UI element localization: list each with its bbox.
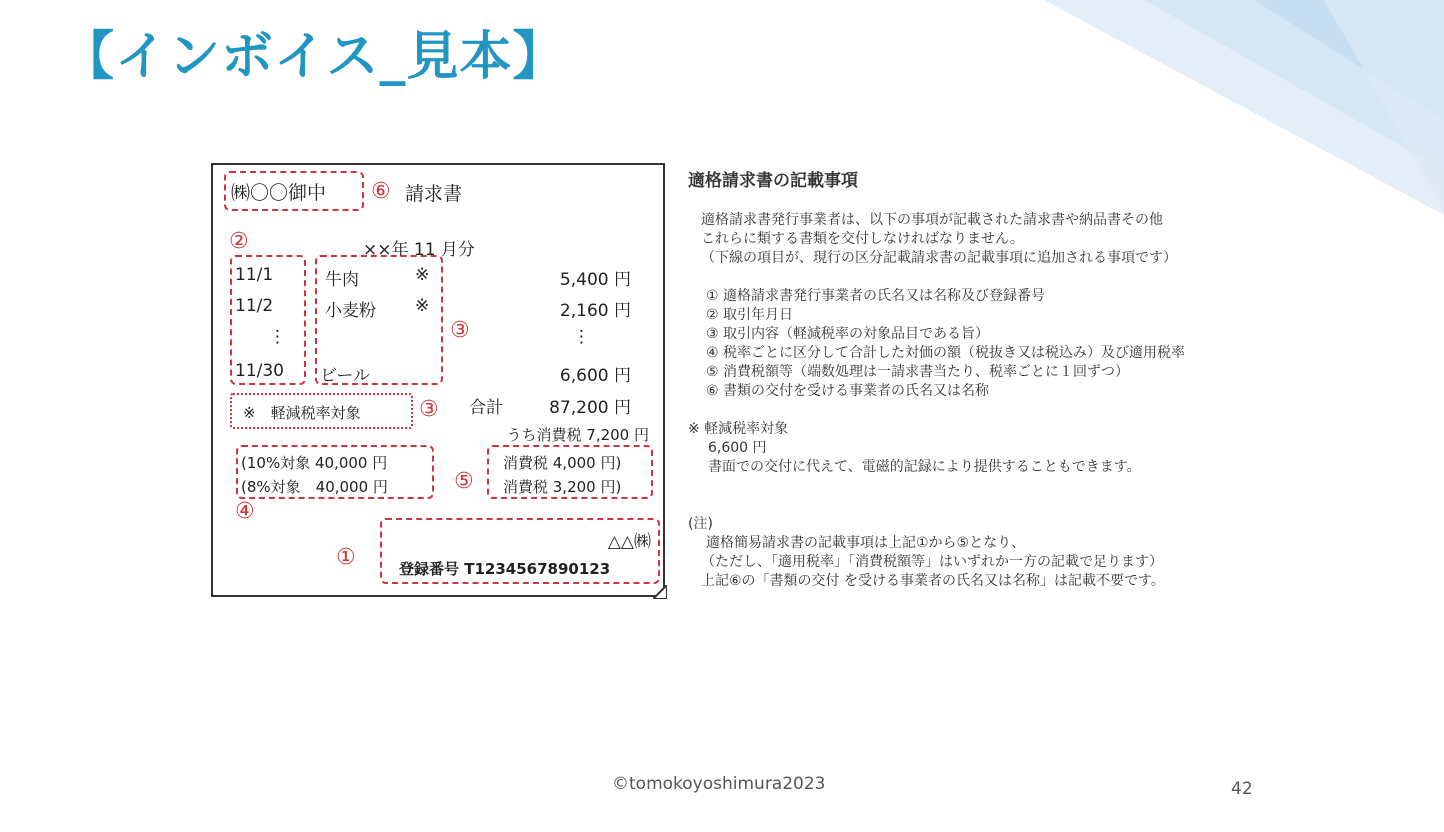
- note-line: 上記⑥の「書類の交付 を受ける事業者の氏名又は名称」は記載不要です。: [701, 573, 1165, 589]
- invoice-title: 請求書: [405, 183, 463, 205]
- note-heading: (注): [688, 516, 713, 532]
- requirement-item: ⑥ 書類の交付を受ける事業者の氏名又は名称: [706, 383, 989, 399]
- reduced-rate-label: ※ 軽減税率対象: [243, 404, 361, 422]
- notes-heading: 適格請求書の記載事項: [688, 171, 858, 191]
- page-number: 42: [1231, 779, 1253, 799]
- page-fold: [653, 585, 667, 599]
- row-item: 小麦粉: [325, 301, 376, 321]
- invoice-requirements: [688, 172, 1308, 591]
- row-item: ビール: [320, 366, 370, 386]
- tax-included: うち消費税 7,200 円: [506, 426, 649, 444]
- row-mark: ※: [415, 265, 430, 285]
- marker-4: ④: [235, 499, 255, 524]
- marker-5: ⑤: [454, 469, 474, 494]
- total-label: 合計: [469, 398, 503, 418]
- slide-title: 【インボイス_見本】: [62, 27, 566, 87]
- intro-line: （下線の項目が、現行の区分記載請求書の記載事項に追加される事項です）: [701, 250, 1177, 266]
- row-date: 11/30: [235, 361, 284, 381]
- requirement-item: ⑤ 消費税額等（端数処理は一請求書当たり、税率ごとに１回ずつ）: [706, 364, 1129, 380]
- row-amount: 5,400 円: [559, 270, 631, 290]
- reduced-rate-line: 6,600 円: [708, 440, 767, 456]
- marker-3b: ③: [419, 397, 439, 422]
- marker-3a: ③: [450, 318, 470, 343]
- row-amount: 6,600 円: [559, 366, 631, 386]
- tax-line-8: 消費税 3,200 円): [503, 478, 622, 496]
- tax-line-10: 消費税 4,000 円): [503, 454, 622, 472]
- copyright-footer: ©tomokoyoshimura2023: [612, 774, 826, 794]
- requirement-item: ③ 取引内容（軽減税率の対象品目である旨）: [706, 326, 989, 342]
- row-date: ⋮: [269, 327, 286, 347]
- total-value: 87,200 円: [549, 398, 631, 418]
- registration-number: 登録番号 T1234567890123: [399, 560, 611, 578]
- rate-line-8: (8%対象 40,000 円: [241, 478, 388, 496]
- issuer-name: △△㈱: [607, 532, 651, 552]
- intro-line: 適格請求書発行事業者は、以下の事項が記載された請求書や納品書その他: [701, 212, 1163, 228]
- row-amount: ⋮: [573, 327, 590, 347]
- row-mark: ※: [415, 296, 430, 316]
- billing-period: ××年 11 月分: [363, 240, 475, 260]
- reduced-rate-line: 書面での交付に代えて、電磁的記録により提供することもできます。: [708, 459, 1141, 475]
- reduced-rate-heading: ※ 軽減税率対象: [688, 421, 789, 437]
- note-line: 適格簡易請求書の記載事項は上記①から⑤となり、: [706, 535, 1026, 551]
- invoice-sample: [211, 163, 665, 597]
- rate-line-10: (10%対象 40,000 円: [241, 454, 388, 472]
- note-line: （ただし、「適用税率」「消費税額等」はいずれか一方の記載で足ります）: [701, 554, 1163, 570]
- row-date: 11/1: [235, 265, 274, 285]
- row-date: 11/2: [235, 296, 274, 316]
- requirement-item: ② 取引年月日: [706, 307, 794, 323]
- marker-1: ①: [336, 545, 356, 570]
- intro-line: これらに類する書類を交付しなければなりません。: [701, 231, 1024, 247]
- requirement-item: ④ 税率ごとに区分して合計した対価の額（税抜き又は税込み）及び適用税率: [706, 345, 1185, 361]
- marker-2: ②: [229, 229, 249, 254]
- addressee: ㈱〇〇御中: [231, 182, 327, 204]
- row-item: 牛肉: [325, 270, 359, 290]
- marker-6: ⑥: [371, 179, 391, 204]
- row-amount: 2,160 円: [559, 301, 631, 321]
- requirement-item: ① 適格請求書発行事業者の氏名又は名称及び登録番号: [706, 288, 1045, 304]
